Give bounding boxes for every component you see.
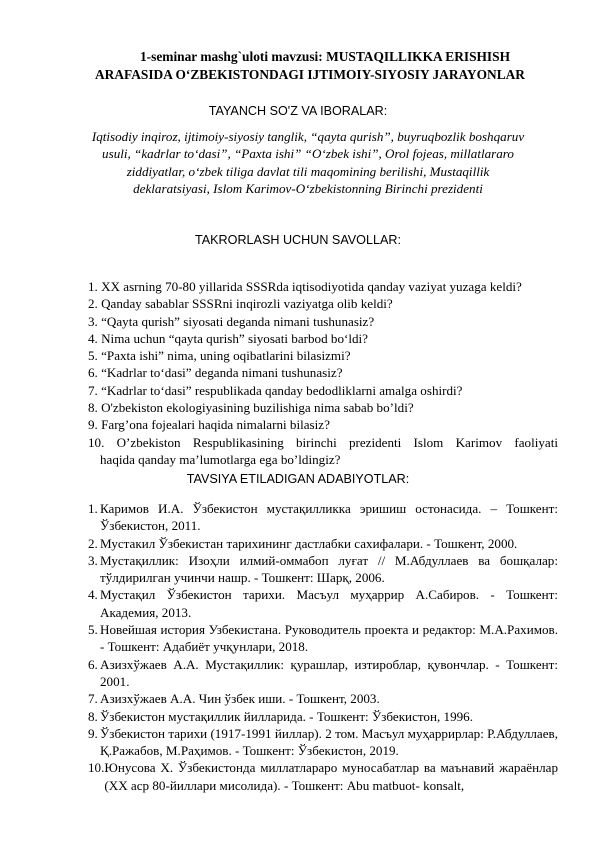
question-item: 2. Qanday sabablar SSSRni inqirozli vaziyatga olib keldi?: [88, 296, 393, 312]
reference-number: 3.: [88, 552, 98, 568]
reference-item: [88, 621, 558, 656]
reference-number: 10.: [88, 760, 105, 776]
reference-text: Ўзбекистон тарихи (1917-1991 йиллар). 2 том. Масъул муҳаррирлар: Р.Абдуллаев, Қ.Ражабов, М.Раҳимов. - Тошкент: Ўзбекистон, 2019.: [100, 725, 558, 759]
question-item: 6. “Kadrlar to‘dasi” deganda nimani tushunasiz?: [88, 365, 343, 381]
reference-text: Мустақил Ўзбекистон тарихи. Масъул муҳаррир А.Сабиров. - Тошкент: Академия, 2013.: [100, 587, 558, 620]
questions-list: [88, 278, 558, 468]
reference-item: [88, 586, 558, 621]
reference-text: Мустақиллик: Изоҳли илмий-оммабоп луғат // М.Абдуллаев ва бошқалар: тўлдирилган учинчи нашр. - Тошкент: Шарқ, 2006.: [100, 552, 558, 586]
question-item-10: 10. O’zbekiston Respublikasining birinchi prezidenti Islom Karimov faoliyati: [88, 434, 558, 450]
reference-text: Юнусова Х. Ўзбекистонда миллатлараро муносабатлар ва маънавий жараёнлар (ХХ аср 80-йиллари мисолида). - Тошкент: Abu matbuot- konsalt,: [104, 760, 558, 793]
title-line-2: ARAFASIDA O‘ZBEKISTONDAGI IJTIMOIY-SIYOSIY JARAYONLAR: [95, 67, 525, 82]
reference-text: Ўзбекистон мустақиллик йилларида. - Тошкент: Ўзбекистон, 1996.: [100, 708, 473, 724]
reference-text: Азизхўжаев А.А. Чин ўзбек иши. - Тошкент, 2003.: [100, 691, 380, 707]
literature-heading: TAVSIYA ETILADIGAN ADABIYOTLAR:: [186, 472, 410, 486]
reference-item: [88, 725, 558, 760]
reference-number: 8.: [88, 708, 98, 724]
reference-number: 9.: [88, 725, 98, 741]
question-item: 1. XX asrning 70-80 yillarida SSSRda iqtisodiyotida qanday vaziyat yuzaga keldi?: [88, 279, 522, 294]
question-item: 3. “Qayta qurish” siyosati deganda nimani tushunasiz?: [88, 313, 375, 329]
reference-item: [88, 552, 558, 587]
question-item: 9. Farg’ona fojealari haqida nimalarni bilasiz?: [88, 417, 330, 433]
reference-number: 2.: [88, 535, 98, 551]
keywords-paragraph: Iqtisodiy inqiroz, ijtimoiy-siyosiy tanglik, “qayta qurish”, buyruqbozlik boshqaruv usuli, “kadrlar to‘dasi”, “Paxta ishi” “O‘zbek ishi”, Orol fojeas, millatlararo ziddiyatlar, o‘zbek tiliga davlat tili maqomining berilishi, Mustaqillik deklaratsiyasi, Islom Karimov-O‘zbekistonning Birinchi prezidenti: [91, 129, 525, 197]
reference-text: Каримов И.А. Ўзбекистон мустақилликка эришиш остонасида. – Тошкент: Ўзбекистон, 2011.: [100, 501, 558, 534]
seminar-title: [70, 48, 550, 84]
reference-text: Новейшая история Узбекистана. Руководитель проекта и редактор: М.А.Рахимов. - Тошкент: Адабиёт учқунлари, 2018.: [100, 622, 558, 655]
reference-number: 6.: [88, 656, 98, 672]
questions-heading: TAKRORLASH UCHUN SAVOLLAR:: [195, 233, 401, 247]
reference-item: [88, 500, 558, 535]
keywords-heading: TAYANCH SO'Z VA IBORALAR:: [208, 104, 388, 118]
reference-number: 1.: [88, 501, 98, 516]
reference-item: [88, 759, 558, 794]
reference-item: [88, 708, 558, 725]
references-list: [88, 500, 558, 794]
reference-text: Азизхўжаев А.А. Мустақиллик: қурашлар, изтироблар, қувончлар. - Тошкент: 2001.: [100, 656, 558, 689]
question-item: 5. “Paxta ishi” nima, uning oqibatlarini bilasizmi?: [88, 348, 351, 364]
reference-number: 5.: [88, 622, 98, 638]
question-item-10-continued: haqida qanday ma’lumotlarga ega bo’ldingiz?: [100, 451, 341, 467]
question-item: 4. Nima uchun “qayta qurish” siyosati barbod bo‘ldi?: [88, 330, 368, 346]
reference-item: [88, 535, 558, 552]
reference-item: [88, 656, 558, 691]
question-item: 7. “Kadrlar to‘dasi” respublikada qanday bedodliklarni amalga oshirdi?: [88, 382, 463, 398]
reference-number: 7.: [88, 691, 98, 707]
title-line-1: 1-seminar mashg`uloti mavzusi: MUSTAQILLIKKA ERISHISH: [139, 49, 511, 64]
reference-item: [88, 690, 558, 707]
reference-number: 4.: [88, 587, 98, 603]
reference-text: Мустакил Ўзбекистан тарихининг дастлабки сахифалари. - Тошкент, 2000.: [100, 535, 518, 551]
question-item: 8. O'zbekiston ekologiyasining buzilishiga nima sabab bo’ldi?: [88, 400, 414, 416]
